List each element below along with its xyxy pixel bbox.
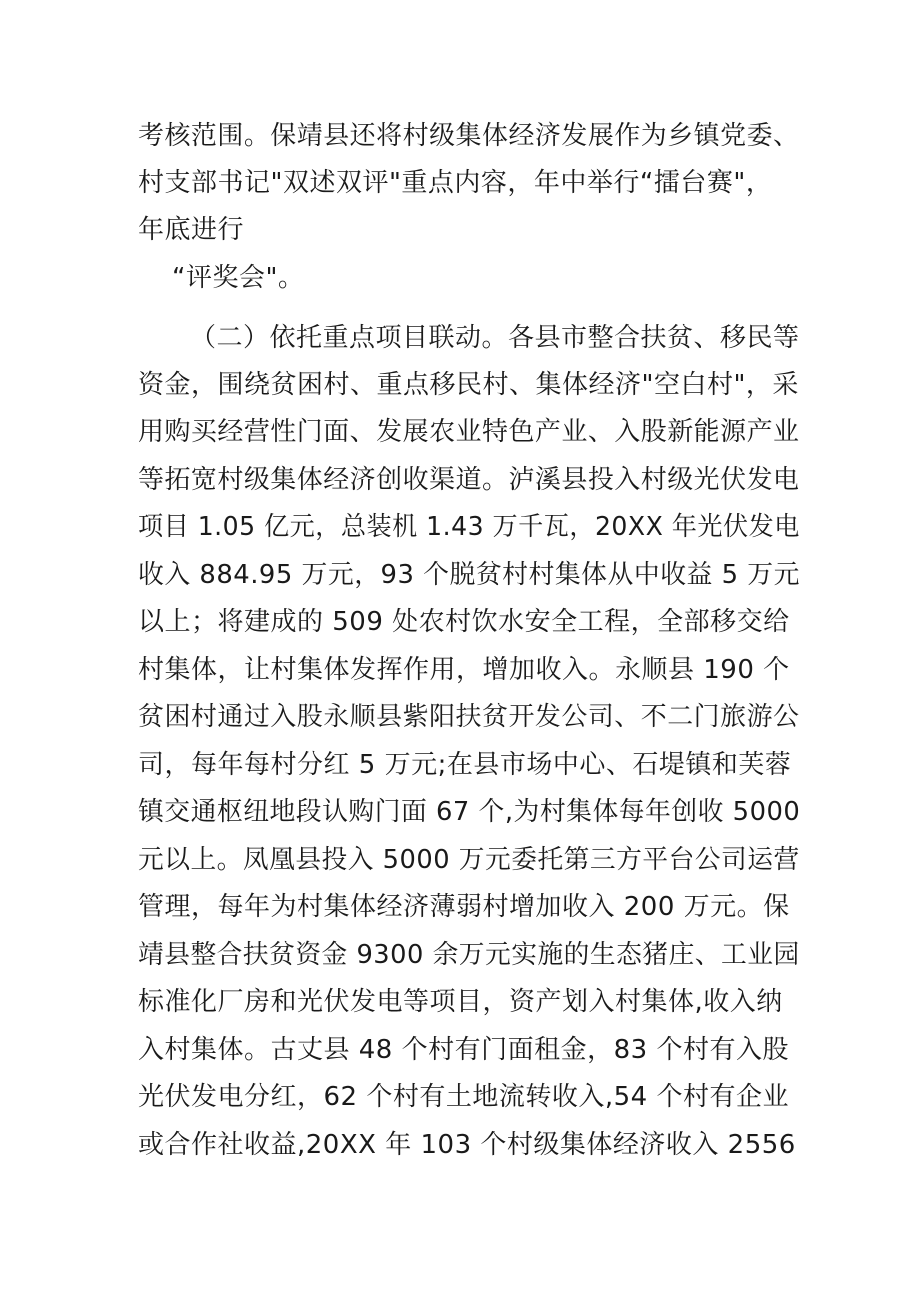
- text-line: 入村集体。古丈县 48 个村有门面租金，83 个村有入股: [138, 1035, 789, 1065]
- text-line: 标准化厂房和光伏发电等项目，资产划入村集体,收入纳: [138, 987, 783, 1017]
- text-line: 司，每年每村分红 5 万元;在县市场中心、石堤镇和芙蓉: [138, 750, 792, 780]
- paragraph-heading: （二）依托重点项目联动。各县市整合扶贫、移民等: [190, 323, 800, 353]
- text-line: 等拓宽村级集体经济创收渠道。泸溪县投入村级光伏发电: [138, 465, 800, 495]
- text-line: 用购买经营性门面、发展农业特色产业、入股新能源产业: [138, 417, 800, 447]
- text-line: 光伏发电分红，62 个村有土地流转收入,54 个村有企业: [138, 1082, 789, 1112]
- text-line: 或合作社收益,20XX 年 103 个村级集体经济收入 2556: [138, 1130, 796, 1160]
- text-line: 镇交通枢纽地段认购门面 67 个,为村集体每年创收 5000: [138, 797, 801, 827]
- text-line: 资金，围绕贫困村、重点移民村、集体经济"空白村"，采: [138, 370, 799, 400]
- text-line: “评奖会"。: [172, 263, 305, 293]
- text-line: 年底进行: [138, 215, 245, 245]
- text-line: 村支部书记"双述双评"重点内容，年中举行“擂台赛"，: [138, 168, 773, 198]
- text-line: 村集体，让村集体发挥作用，增加收入。永顺县 190 个: [138, 655, 790, 685]
- text-line: 以上；将建成的 509 处农村饮水安全工程，全部移交给: [138, 607, 790, 637]
- text-line: 靖县整合扶贫资金 9300 余万元实施的生态猪庄、工业园: [138, 940, 800, 970]
- text-line: 元以上。凤凰县投入 5000 万元委托第三方平台公司运营: [138, 845, 800, 875]
- text-line: 贫困村通过入股永顺县紫阳扶贫开发公司、不二门旅游公: [138, 702, 800, 732]
- text-line: 收入 884.95 万元，93 个脱贫村村集体从中收益 5 万元: [138, 560, 800, 590]
- text-line: 管理，每年为村集体经济薄弱村增加收入 200 万元。保: [138, 892, 790, 922]
- text-line: 考核范围。保靖县还将村级集体经济发展作为乡镇党委、: [138, 121, 800, 151]
- text-line: 项目 1.05 亿元，总装机 1.43 万千瓦，20XX 年光伏发电: [138, 512, 800, 542]
